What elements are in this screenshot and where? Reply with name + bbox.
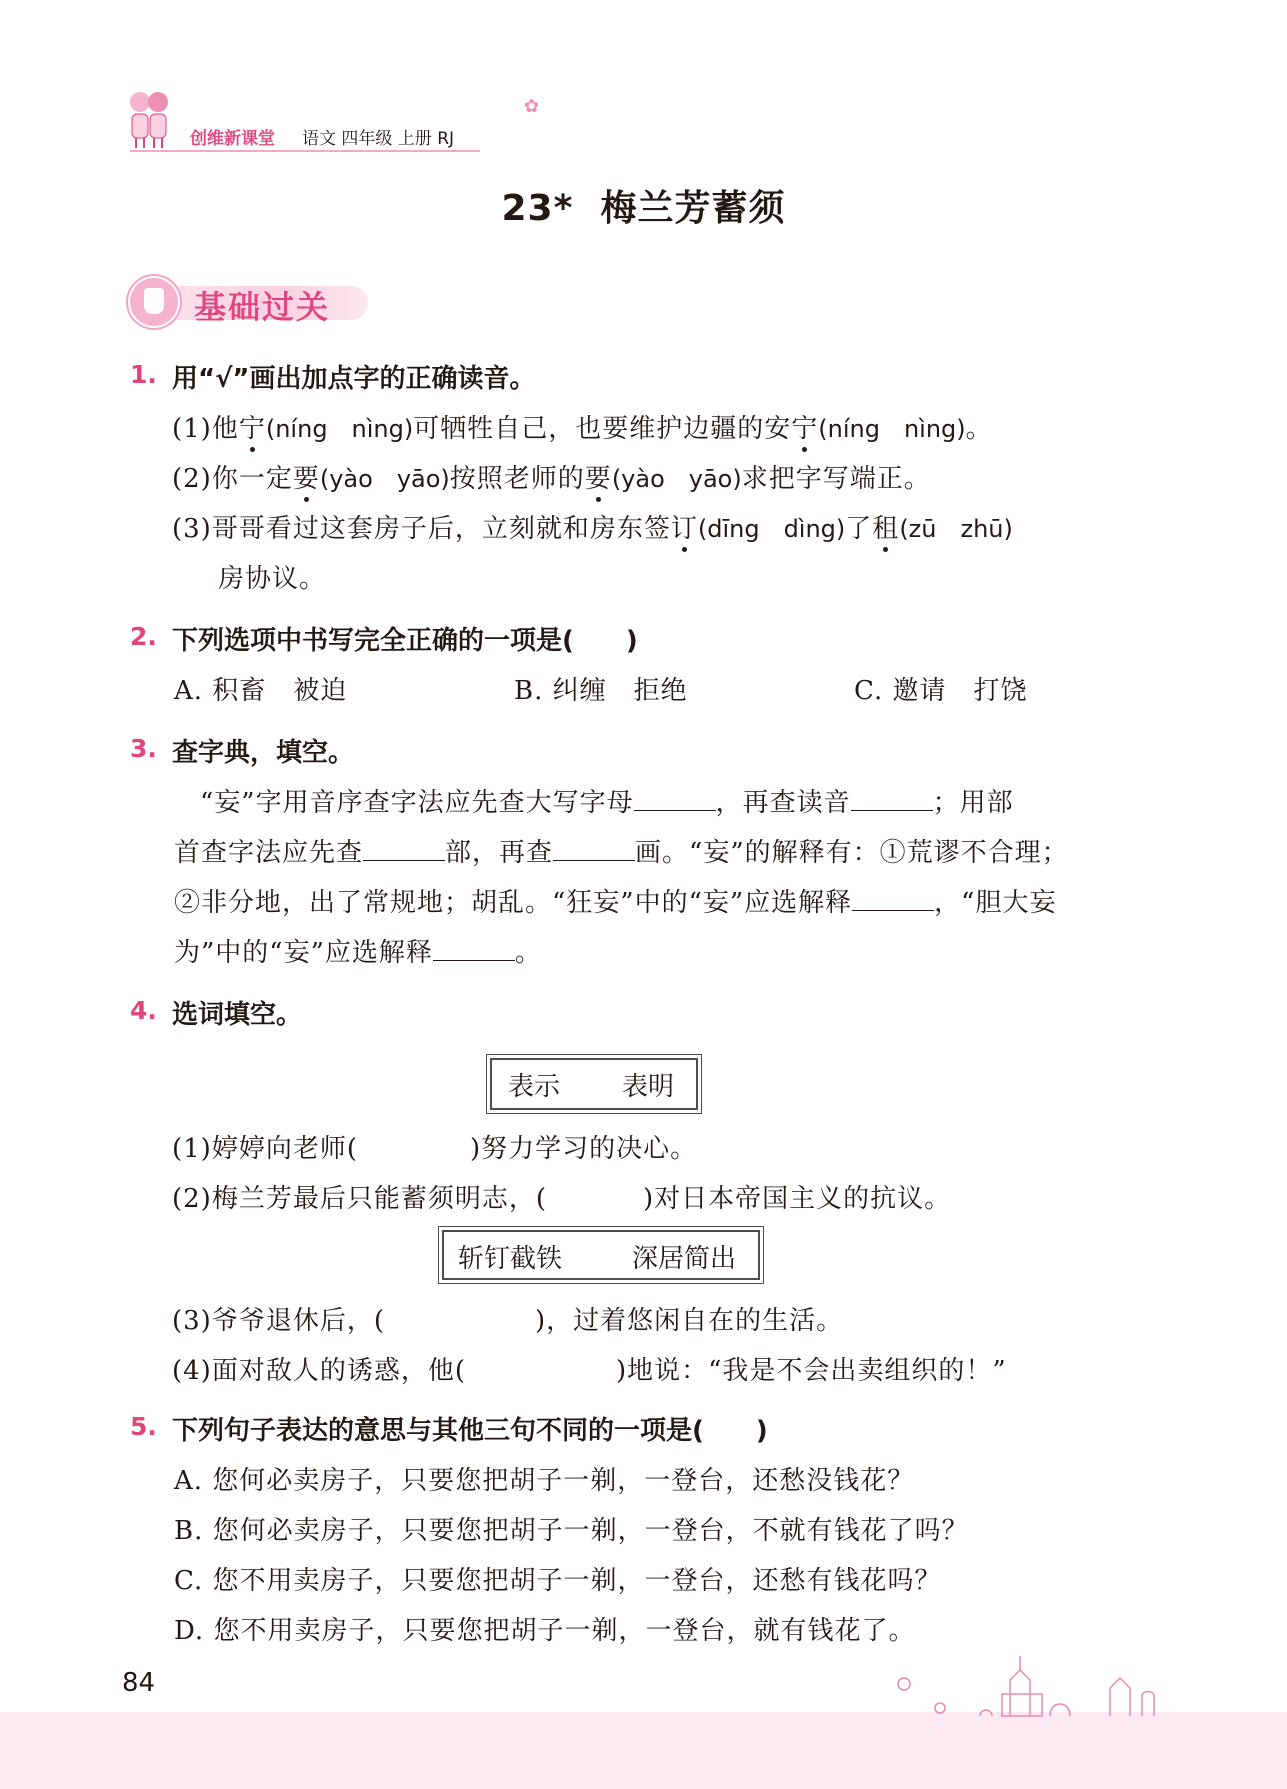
q1-stem: 用“√”画出加点字的正确读音。 bbox=[172, 364, 536, 394]
q2-option-c[interactable]: C. 邀请 打饶 bbox=[854, 676, 1028, 706]
q3-line-3 bbox=[174, 882, 1056, 919]
answer-blank[interactable] bbox=[553, 836, 635, 861]
pinyin-choice[interactable]: (níng nìng) bbox=[818, 415, 966, 443]
pinyin-choice[interactable]: (dīng dìng) bbox=[697, 515, 846, 543]
q4-text: (1)婷婷向老师( bbox=[172, 1134, 358, 1164]
q4-stem: 选词填空。 bbox=[172, 1000, 303, 1030]
q3-text: “妄”字用音序查字法应先查大写字母 bbox=[200, 788, 634, 818]
q5-option-d[interactable]: D. 您不用卖房子，只要您把胡子一剃，一登台，就有钱花了。 bbox=[174, 1616, 916, 1646]
dotted-char: 宁 bbox=[791, 414, 819, 444]
section-banner bbox=[128, 272, 368, 328]
dotted-char: 宁 bbox=[238, 414, 266, 444]
page-number: 84 bbox=[122, 1668, 156, 1698]
q4-item-3 bbox=[172, 1300, 843, 1337]
q1-item-2-text-b: 按照老师的 bbox=[449, 464, 585, 494]
dotted-char: 租 bbox=[872, 514, 900, 544]
q1-item-2-text-a: (2)你一定 bbox=[172, 464, 293, 494]
q5-option-a[interactable]: A. 您何必卖房子，只要您把胡子一剃，一登台，还愁没钱花？ bbox=[174, 1466, 915, 1496]
footer-band bbox=[0, 1712, 1287, 1789]
pinyin-choice[interactable]: (níng nìng) bbox=[265, 415, 414, 443]
header-logo-icon bbox=[126, 88, 172, 150]
q1-item-2 bbox=[172, 458, 931, 495]
q1-item-3 bbox=[172, 508, 1013, 545]
q3-text: ，再查读音 bbox=[715, 788, 851, 818]
q4-text: )，过着悠闲自在的生活。 bbox=[534, 1306, 844, 1336]
word-box-1 bbox=[490, 1058, 698, 1110]
q1-item-1-text-b: 可牺牲自己，也要维护边疆的安 bbox=[413, 414, 792, 444]
lesson-name: 梅兰芳蓄须 bbox=[600, 188, 786, 229]
q5-option-b[interactable]: B. 您何必卖房子，只要您把胡子一剃，一登台，不就有钱花了吗？ bbox=[174, 1516, 969, 1546]
q1-item-3-text-a: (3)哥哥看过这套房子后，立刻就和房东签 bbox=[172, 514, 671, 544]
q1-number: 1. bbox=[130, 360, 157, 389]
word-option: 表示 bbox=[508, 1072, 561, 1102]
q4-text: (2)梅兰芳最后只能蓄须明志，( bbox=[172, 1184, 547, 1214]
q3-number: 3. bbox=[130, 734, 157, 763]
q1-item-2-text-c: 求把字写端正。 bbox=[741, 464, 931, 494]
answer-blank[interactable] bbox=[852, 886, 934, 911]
q2-number: 2. bbox=[130, 622, 157, 651]
q3-text: 部，再查 bbox=[445, 838, 554, 868]
q3-line-2 bbox=[174, 832, 1069, 869]
q4-item-4 bbox=[172, 1350, 1007, 1387]
word-option: 表明 bbox=[622, 1072, 675, 1102]
pinyin-choice[interactable]: (zū zhū) bbox=[899, 515, 1013, 543]
pinyin-choice[interactable]: (yào yāo) bbox=[611, 465, 742, 493]
q3-text: 。 bbox=[514, 938, 542, 968]
q1-item-3-continued: 房协议。 bbox=[218, 564, 327, 594]
answer-blank[interactable] bbox=[851, 786, 933, 811]
dotted-char: 要 bbox=[292, 464, 320, 494]
q3-line-4 bbox=[174, 932, 542, 969]
q3-text: 为”中的“妄”应选解释 bbox=[174, 938, 433, 968]
q3-text: 首查字法应先查 bbox=[174, 838, 364, 868]
q4-text: )地说：“我是不会出卖组织的！” bbox=[615, 1356, 1007, 1386]
q4-text: )努力学习的决心。 bbox=[469, 1134, 698, 1164]
q4-number: 4. bbox=[130, 996, 157, 1025]
q3-text: ，“胆大妄 bbox=[934, 888, 1057, 918]
flower-icon: ✿ bbox=[524, 96, 540, 117]
header-rule bbox=[130, 150, 480, 152]
q3-text: ；用部 bbox=[932, 788, 1014, 818]
q2-option-a[interactable]: A. 积畜 被迫 bbox=[174, 676, 348, 706]
q4-text: (3)爷爷退休后，( bbox=[172, 1306, 385, 1336]
q2-stem: 下列选项中书写完全正确的一项是( ) bbox=[172, 626, 638, 656]
brand-name: 创维新课堂 bbox=[190, 129, 275, 149]
q3-line-1 bbox=[200, 782, 1014, 819]
q1-item-1-text-c: 。 bbox=[965, 414, 993, 444]
book-icon bbox=[128, 276, 180, 328]
q3-stem: 查字典，填空。 bbox=[172, 738, 355, 768]
answer-blank[interactable] bbox=[433, 936, 515, 961]
word-option: 斩钉截铁 bbox=[458, 1244, 563, 1274]
word-box-2 bbox=[442, 1230, 760, 1280]
section-label: 基础过关 bbox=[194, 288, 331, 326]
q1-item-1 bbox=[172, 408, 993, 445]
q2-option-b[interactable]: B. 纠缠 拒绝 bbox=[514, 676, 688, 706]
q3-text: ②非分地，出了常规地；胡乱。“狂妄”中的“妄”应选解释 bbox=[174, 888, 853, 918]
q5-option-c[interactable]: C. 您不用卖房子，只要您把胡子一剃，一登台，还愁有钱花吗？ bbox=[174, 1566, 942, 1596]
q1-item-1-text-a: (1)他 bbox=[172, 414, 239, 444]
q4-text: (4)面对敌人的诱惑，他( bbox=[172, 1356, 466, 1386]
q4-text: )对日本帝国主义的抗议。 bbox=[642, 1184, 952, 1214]
dotted-char: 要 bbox=[584, 464, 612, 494]
q5-stem: 下列句子表达的意思与其他三句不同的一项是( ) bbox=[172, 1416, 768, 1446]
lesson-title bbox=[0, 180, 1287, 231]
q3-text: 画。“妄”的解释有：①荒谬不合理； bbox=[635, 838, 1069, 868]
q4-item-2 bbox=[172, 1178, 951, 1215]
word-option: 深居简出 bbox=[632, 1244, 737, 1274]
q4-item-1 bbox=[172, 1128, 697, 1165]
pinyin-choice[interactable]: (yào yāo) bbox=[319, 465, 450, 493]
castle-decoration-icon bbox=[880, 1650, 1180, 1720]
q5-number: 5. bbox=[130, 1412, 157, 1441]
dotted-char: 订 bbox=[670, 514, 698, 544]
q1-item-3-text-b: 了 bbox=[845, 514, 873, 544]
answer-blank[interactable] bbox=[363, 836, 445, 861]
answer-blank[interactable] bbox=[634, 786, 716, 811]
subject-info: 语文 四年级 上册 RJ bbox=[302, 129, 455, 149]
lesson-number: 23* bbox=[501, 188, 574, 229]
